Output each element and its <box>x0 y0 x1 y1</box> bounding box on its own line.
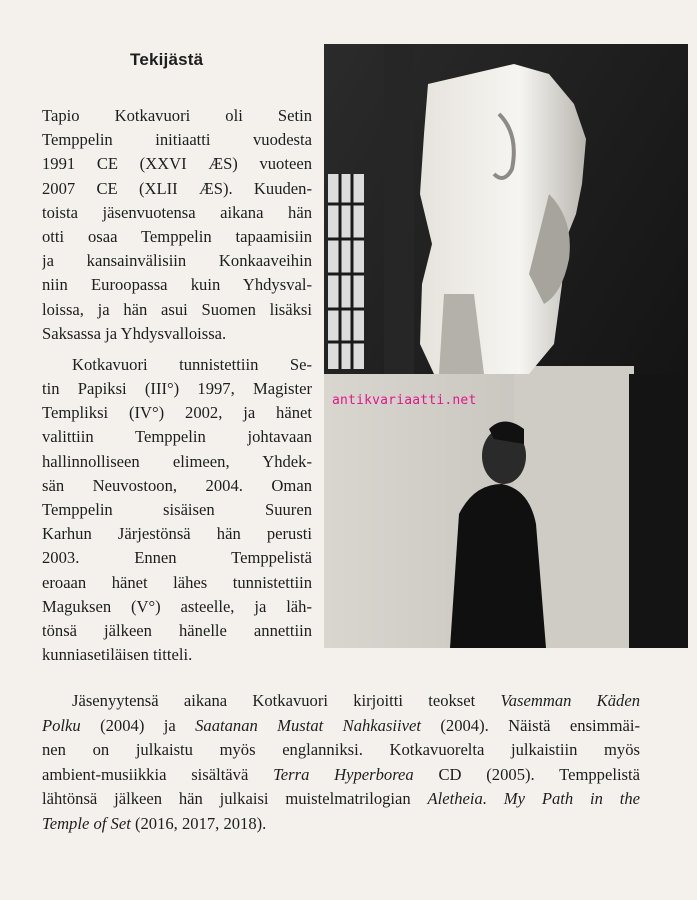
text-line: Maguksen (V°) asteelle, ja läh- <box>42 596 312 616</box>
text-line: valittiin Temppelin johtavaan <box>42 427 312 447</box>
text-line: nen on julkaistu myös englanniksi. Kotkavuorelta julkaistiin myös <box>42 740 640 759</box>
text-line: niin Euroopassa kuin Yhdysval- <box>42 275 312 295</box>
text-line: lähtönsä jälkeen hän julkaisi muistelmatrilogian Aletheia. My Path in the <box>42 789 640 808</box>
text-line: Tapio Kotkavuori oli Setin <box>42 106 312 125</box>
text-line: Saksassa ja Yhdysvalloissa. <box>42 323 227 343</box>
text-line: toista jäsenvuotensa aikana hän <box>42 202 312 222</box>
author-bio-column <box>42 104 312 667</box>
text-line: Jäsenyytensä aikana Kotkavuori kirjoitti teokset Vasemman Käden <box>72 691 640 710</box>
text-line: tönsä jälkeen hänelle annettiin <box>42 620 312 640</box>
text-line: Kotkavuori tunnistettiin Se- <box>72 354 312 374</box>
text-line: hallinnolliseen elimeen, Yhdek- <box>42 451 312 471</box>
text-line: 2007 CE (XLII ÆS). Kuuden- <box>42 178 312 198</box>
author-photo <box>324 44 688 648</box>
watermark-text: antikvariaatti.net <box>332 393 477 408</box>
text-line: 2003. Ennen Temppelistä <box>42 548 312 568</box>
text-line: otti osaa Temppelin tapaamisiin <box>42 226 312 246</box>
text-line: Temppelin initiaatti vuodesta <box>42 130 312 150</box>
text-line: tin Papiksi (III°) 1997, Magister <box>42 379 312 399</box>
text-line: Templiksi (IV°) 2002, ja hänet <box>42 403 312 423</box>
text-line: Temppelin sisäisen Suuren <box>42 500 312 519</box>
text-line: ambient-musiikkia sisältävä Terra Hyperborea CD (2005). Temppelistä <box>42 764 640 784</box>
text-line: loissa, ja hän asui Suomen lisäksi <box>42 299 312 319</box>
text-line: Karhun Järjestönsä hän perusti <box>42 524 312 544</box>
text-line: kunniasetiläisen titteli. <box>42 645 193 665</box>
text-line: eroaan hänet lähes tunnistettiin <box>42 572 312 592</box>
section-heading: Tekijästä <box>130 50 204 69</box>
text-line: 1991 CE (XXVI ÆS) vuoteen <box>42 154 312 174</box>
text-line: Polku (2004) ja Saatanan Mustat Nahkasiivet (2004). Näistä ensimmäi- <box>42 715 640 735</box>
statue-photo-illustration <box>324 44 688 648</box>
text-line: ja kansainvälisiin Konkaaveihin <box>42 251 312 271</box>
text-line: Temple of Set (2016, 2017, 2018). <box>42 813 267 833</box>
text-line: sän Neuvostoon, 2004. Oman <box>42 475 312 495</box>
bibliography-paragraph <box>42 689 640 836</box>
